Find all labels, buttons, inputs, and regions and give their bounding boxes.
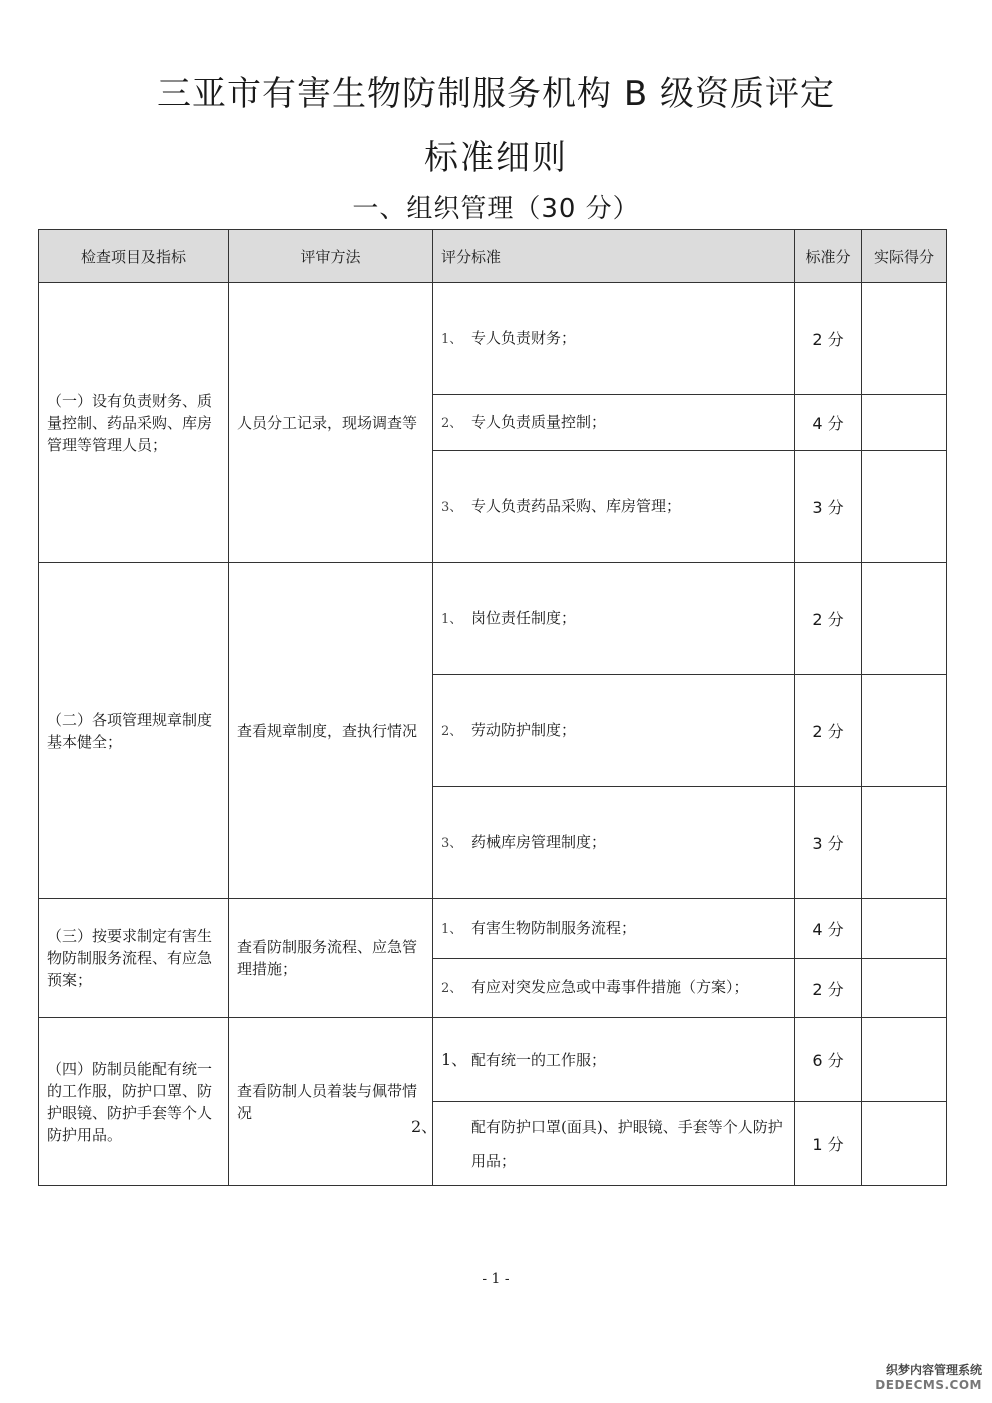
header-item: 检查项目及指标	[39, 230, 229, 283]
criteria-text: 有害生物防制服务流程；	[471, 918, 637, 937]
actual-score-field[interactable]	[862, 563, 947, 675]
actual-score-field[interactable]	[862, 675, 947, 787]
criteria-table	[38, 229, 947, 1186]
table-header-row	[39, 230, 947, 283]
criteria-text: 药械库房管理制度；	[471, 832, 607, 851]
criteria-text: 劳动防护制度；	[471, 720, 577, 739]
criteria-cell	[433, 283, 795, 395]
criteria-number: 3、	[441, 835, 463, 851]
watermark-text-cn: 织梦内容管理系统	[885, 1363, 982, 1377]
criteria-text: 专人负责财务；	[471, 328, 577, 347]
page-number: - 1 -	[482, 1271, 510, 1287]
standard-score: 6 分	[795, 1018, 862, 1102]
criteria-number: 2、	[441, 981, 463, 996]
section-title: 一、组织管理（30 分）	[352, 194, 640, 224]
document-title: 三亚市有害生物防制服务机构 B 级资质评定	[157, 74, 835, 114]
criteria-number: 1、	[441, 331, 463, 347]
standard-score: 4 分	[795, 899, 862, 959]
standard-score: 3 分	[795, 451, 862, 563]
actual-score-field[interactable]	[862, 959, 947, 1018]
review-method: 查看规章制度，查执行情况	[229, 563, 433, 899]
check-item: （四）防制员能配有统一的工作服，防护口罩、防护眼镜、防护手套等个人防护用品。	[39, 1018, 229, 1186]
check-item: （一）设有负责财务、质量控制、药品采购、库房管理等管理人员；	[39, 283, 229, 563]
table-row	[39, 1018, 947, 1102]
actual-score-field[interactable]	[862, 1102, 947, 1186]
criteria-cell	[433, 395, 795, 451]
header-actual-score: 实际得分	[862, 230, 947, 283]
criteria-cell	[433, 1018, 795, 1102]
criteria-number: 3、	[441, 499, 463, 515]
table-row	[39, 899, 947, 959]
actual-score-field[interactable]	[862, 1018, 947, 1102]
criteria-number: 2、	[441, 723, 463, 739]
document-subtitle: 标准细则	[424, 138, 568, 178]
criteria-text: 岗位责任制度；	[471, 608, 577, 627]
actual-score-field[interactable]	[862, 787, 947, 899]
criteria-number: 2、	[411, 1116, 438, 1136]
check-item: （三）按要求制定有害生物防制服务流程、有应急预案；	[39, 899, 229, 1018]
review-method: 人员分工记录，现场调查等	[229, 283, 433, 563]
standard-score: 2 分	[795, 563, 862, 675]
table-row	[39, 563, 947, 675]
criteria-text: 专人负责质量控制；	[471, 412, 607, 431]
header-criteria: 评分标准	[433, 230, 795, 283]
criteria-cell	[411, 1102, 795, 1186]
header-method: 评审方法	[229, 230, 433, 283]
check-item: （二）各项管理规章制度基本健全；	[39, 563, 229, 899]
criteria-number: 1、	[441, 921, 463, 937]
standard-score: 3 分	[795, 787, 862, 899]
actual-score-field[interactable]	[862, 451, 947, 563]
criteria-text: 专人负责药品采购、库房管理；	[471, 496, 682, 515]
criteria-number: 1、	[441, 611, 463, 627]
criteria-text: 配有防护口罩(面具)、护眼镜、手套等个人防护用品；	[471, 1117, 783, 1170]
criteria-cell	[433, 787, 795, 899]
criteria-cell	[433, 451, 795, 563]
standard-score: 2 分	[795, 675, 862, 787]
actual-score-field[interactable]	[862, 395, 947, 451]
standard-score: 2 分	[795, 959, 862, 1018]
review-method: 查看防制人员着装与佩带情况	[229, 1018, 433, 1186]
review-method: 查看防制服务流程、应急管理措施；	[229, 899, 433, 1018]
table-row	[39, 283, 947, 395]
criteria-cell	[433, 563, 795, 675]
watermark-text-en: DEDECMS.COM	[875, 1378, 982, 1392]
standard-score: 4 分	[795, 395, 862, 451]
standard-score: 1 分	[795, 1102, 862, 1186]
header-standard-score: 标准分	[795, 230, 862, 283]
standard-score: 2 分	[795, 283, 862, 395]
criteria-number: 1、	[441, 1049, 468, 1069]
criteria-cell	[433, 675, 795, 787]
criteria-cell	[433, 899, 795, 959]
criteria-text: 有应对突发应急或中毒事件措施（方案）；	[471, 978, 749, 996]
criteria-text: 配有统一的工作服；	[471, 1050, 607, 1069]
actual-score-field[interactable]	[862, 283, 947, 395]
criteria-cell	[433, 959, 795, 1018]
criteria-number: 2、	[441, 415, 463, 431]
watermark-logo	[862, 1363, 982, 1393]
actual-score-field[interactable]	[862, 899, 947, 959]
